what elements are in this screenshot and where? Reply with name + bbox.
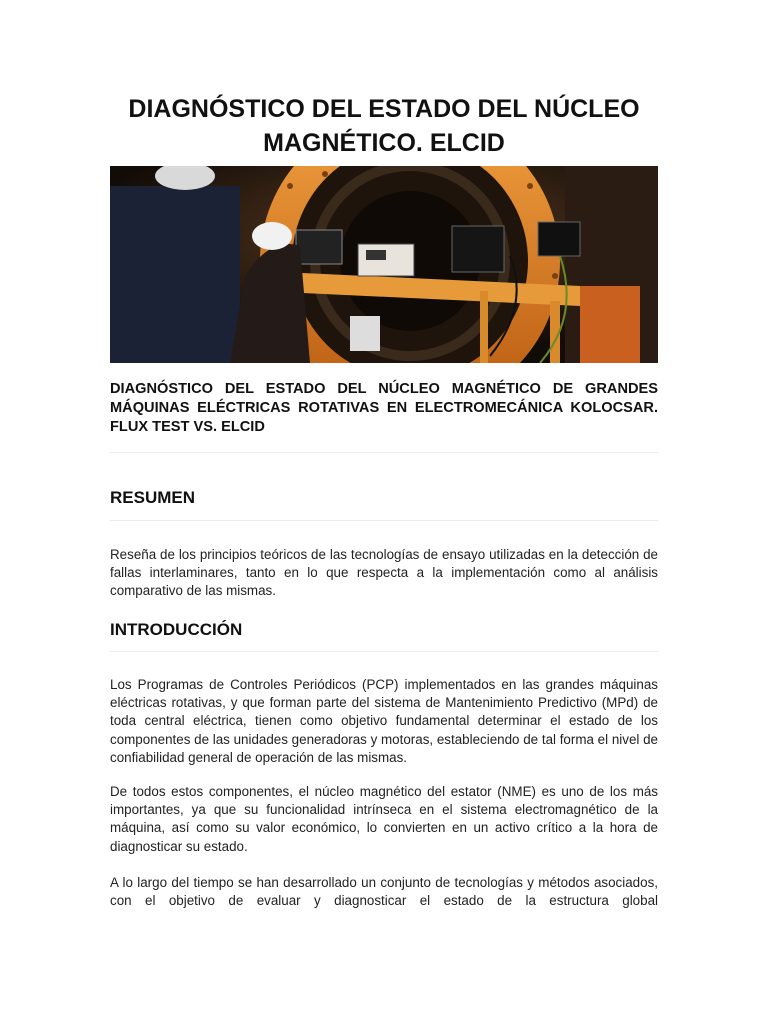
document-subtitle: DIAGNÓSTICO DEL ESTADO DEL NÚCLEO MAGNÉTICO DE GRANDES MÁQUINAS ELÉCTRICAS ROTATIVAS EN ELECTROMECÁNICA KOLOCSAR. FLUX TEST VS. ELCID [110, 381, 658, 435]
divider [110, 452, 658, 453]
paragraph-introduccion-1: Los Programas de Controles Periódicos (PCP) implementados en las grandes máquinas eléctricas rotativas, y que forman parte del sistema de Mantenimiento Predictivo (MPd) de toda central eléctrica, tienen como objetivo fundamental determinar el estado de los componentes de las unidades generadoras y motoras, estableciendo de tal forma el nivel de confiabilidad general de operación de las mismas. [110, 677, 658, 765]
section-heading-resumen: RESUMEN [110, 488, 196, 507]
paragraph-resumen: Reseña de los principios teóricos de las tecnologías de ensayo utilizadas en la detección de fallas interlaminares, tanto en lo que respecta a la implementación como al análisis comparativo de las mismas. [110, 547, 658, 599]
divider [110, 520, 658, 521]
section-heading-introduccion: INTRODUCCIÓN [110, 620, 243, 639]
header-photo-stator-test [110, 166, 658, 363]
paragraph-introduccion-2: De todos estos componentes, el núcleo magnético del estator (NME) es uno de los más importantes, ya que su funcionalidad intrínseca en el sistema electromagnético de la máquina, así como su valor económico, lo convierten en un activo crítico a la hora de diagnosticar su estado. [110, 784, 658, 854]
document-title: DIAGNÓSTICO DEL ESTADO DEL NÚCLEO MAGNÉTICO. ELCID [128, 95, 640, 157]
paragraph-introduccion-3: A lo largo del tiempo se han desarrollado un conjunto de tecnologías y métodos asociados, con el objetivo de evaluar y diagnosticar el estado de la estructura global [110, 875, 658, 909]
divider [110, 651, 658, 652]
